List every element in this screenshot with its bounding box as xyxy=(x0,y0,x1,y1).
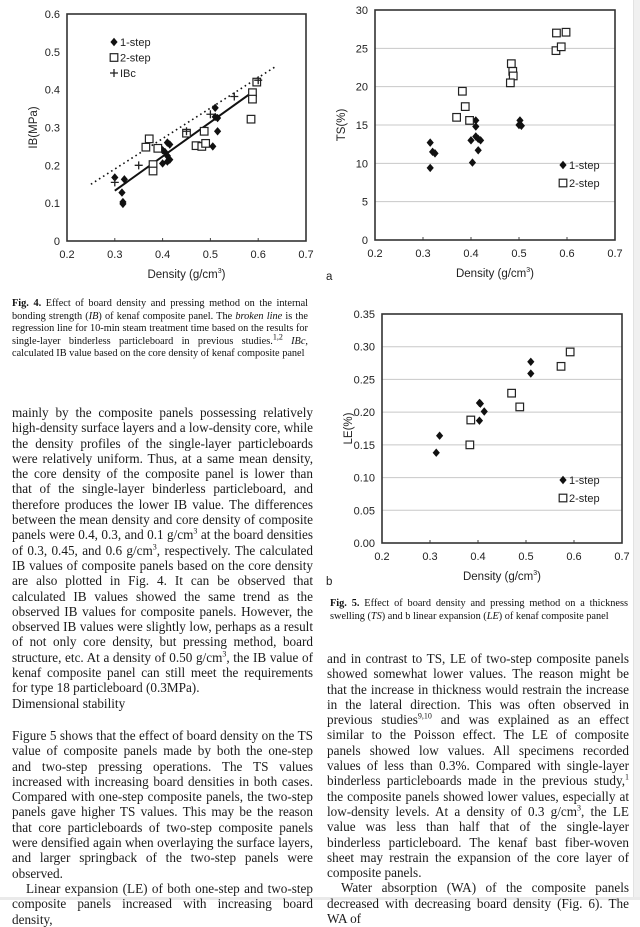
y-tick-label: 0 xyxy=(53,236,60,248)
y-tick-label: 0.35 xyxy=(353,309,375,321)
square-marker xyxy=(453,114,461,122)
diamond-marker xyxy=(559,476,566,484)
y-tick-label: 0.30 xyxy=(353,341,375,354)
square-marker xyxy=(466,441,474,449)
square-marker xyxy=(557,363,565,371)
series-1-step xyxy=(111,104,221,208)
x-tick-label: 0.5 xyxy=(511,248,527,260)
caption-text: , calculated IB value based on the core density of kenaf composite panel xyxy=(12,335,308,360)
legend-label: 1-step xyxy=(569,475,600,487)
x-tick-label: 0.4 xyxy=(470,551,486,563)
square-marker xyxy=(461,103,469,111)
diamond-marker xyxy=(212,104,219,112)
square-marker xyxy=(562,28,570,36)
superscript: 3 xyxy=(152,542,157,552)
paragraph: Water absorption (WA) of the composite panels decreased with decreasing board density (Fig. 6). The WA of xyxy=(327,880,629,927)
diamond-marker xyxy=(481,407,488,415)
x-axis-label: Density $(g/cm^3)$ xyxy=(462,570,542,583)
y-tick-label: 0.00 xyxy=(353,538,375,550)
paragraph xyxy=(327,651,629,880)
paragraph-text: and was explained as an effect similar to the Poisson effect. The LE of composite panels showed low values. All specimens recorded values of less than 0.3%. Compared with single-layer binderless particleboards made in the previous study, xyxy=(327,712,629,789)
square-marker xyxy=(466,117,474,125)
diamond-marker xyxy=(214,127,221,135)
square-marker xyxy=(142,143,150,151)
y-axis-label: LE(%) xyxy=(343,412,355,445)
y-tick-label: 20 xyxy=(355,81,368,94)
y-tick-label: 30 xyxy=(355,5,368,17)
x-tick-label: 0.4 xyxy=(154,249,171,261)
x-tick-label: 0.5 xyxy=(518,551,534,563)
x-tick-label: 0.6 xyxy=(559,248,575,260)
legend xyxy=(559,475,599,505)
square-marker xyxy=(247,115,255,123)
x-tick-label: 0.7 xyxy=(614,551,630,563)
legend-label: 1-step xyxy=(569,160,600,172)
y-tick-label: 0.20 xyxy=(353,407,375,420)
series-2-step xyxy=(453,28,570,124)
y-tick-label: 10 xyxy=(355,158,368,171)
broken-regression-line xyxy=(91,67,275,184)
x-tick-label: 0.6 xyxy=(566,551,582,563)
figure-5b-chart xyxy=(320,290,640,600)
x-tick-label: 0.2 xyxy=(59,249,75,261)
diamond-marker xyxy=(427,164,434,172)
y-tick-label: 0.2 xyxy=(44,160,60,173)
series-2-step xyxy=(142,78,260,175)
caption-text: ) and b linear expansion ( xyxy=(381,610,487,622)
square-marker xyxy=(154,145,162,153)
diamond-marker xyxy=(118,188,125,196)
right-column-body xyxy=(327,651,629,926)
caption-label: Fig. 5. xyxy=(330,598,360,609)
legend xyxy=(110,37,151,80)
x-tick-label: 0.4 xyxy=(463,248,479,260)
x-tick-label: 0.6 xyxy=(250,249,266,261)
diamond-marker xyxy=(476,416,483,424)
legend xyxy=(559,160,599,190)
legend-label: 1-step xyxy=(120,37,151,49)
caption-text: ) of kenaf composite panel xyxy=(498,610,609,622)
caption-text: Effect of board density and pressing method on a thickness swelling ( xyxy=(330,598,628,622)
square-marker xyxy=(557,43,565,51)
x-tick-label: 0.3 xyxy=(107,249,123,261)
caption-italic: IB xyxy=(88,310,99,322)
diamond-marker xyxy=(559,161,566,169)
x-tick-label: 0.7 xyxy=(607,248,623,260)
square-marker xyxy=(110,54,118,62)
caption-text: Effect of board density and pressing method on the internal bonding strength ( xyxy=(12,298,308,322)
series-2-step xyxy=(466,348,574,449)
legend-label: 2-step xyxy=(120,52,151,65)
square-marker xyxy=(508,60,516,68)
diamond-marker xyxy=(209,142,216,150)
plus-marker xyxy=(230,92,238,100)
diamond-marker xyxy=(427,138,434,146)
square-marker xyxy=(559,494,567,502)
paragraph-text: at the board densities of 0.3, 0.45, and 0.6 g/cm xyxy=(12,527,313,558)
diamond-marker xyxy=(475,146,482,154)
x-tick-label: 0.3 xyxy=(415,248,431,260)
superscript: 9,10 xyxy=(417,711,432,721)
y-tick-label: 0.15 xyxy=(353,439,375,452)
y-tick-label: 0 xyxy=(361,235,368,247)
x-tick-label: 0.2 xyxy=(374,551,390,563)
square-marker xyxy=(202,140,210,148)
y-tick-label: 0.1 xyxy=(44,198,60,211)
y-tick-label: 0.05 xyxy=(353,505,375,518)
figure-4-chart xyxy=(0,0,320,290)
plus-marker xyxy=(110,69,118,77)
diamond-marker xyxy=(469,158,476,166)
y-tick-label: 0.10 xyxy=(353,472,375,485)
square-marker xyxy=(249,95,257,103)
paragraph: Figure 5 shows that the effect of board density on the TS value of composite panels made by both the one-step and two-step pressing operations. The TS values increased with increasing board densities in both cases. Compared with one-step composite panels, the two-step panels gave higher TS values. This may be the reason that core particleboards of two-step composite panels were densified again when overlaying the surface layers, and larger springback of the two-step panels were observed. xyxy=(12,728,313,881)
series-ibc xyxy=(111,76,262,186)
superscript: 3 xyxy=(193,526,198,536)
paragraph-text: , the LE value was less than half that of the single-layer binderless particleboard. The kenaf bast fiber-woven sheet may restrain the expansion of the core layer of composite panels. xyxy=(327,803,629,881)
y-tick-label: 0.5 xyxy=(44,46,60,59)
superscript: 1 xyxy=(625,772,629,782)
y-tick-label: 0.6 xyxy=(44,9,60,21)
figure-5a-chart xyxy=(320,0,640,290)
paragraph-text: , the IB value of kenaf composite panel can still meet the requirements for type 18 particleboard (0.3MPa). xyxy=(12,649,313,696)
paragraph-text: the composite panels showed lower values, especially at low-density levels. At a density of 0.3 g/cm xyxy=(327,788,629,819)
square-marker xyxy=(459,87,467,95)
caption-label: Fig. 4. xyxy=(12,298,42,309)
paragraph-text: and in contrast to TS, LE of two-step composite panels showed somewhat lower values. The reason might be that the increase in thickness would restrain the increase in the lateral direction. This was often observed in previous studies xyxy=(327,651,629,728)
superscript: 3 xyxy=(577,803,582,813)
plot-frame xyxy=(382,314,622,543)
paragraph xyxy=(12,405,313,696)
regression-line xyxy=(115,90,256,191)
citation-superscript: 1,2 xyxy=(272,332,283,342)
superscript: 3 xyxy=(222,649,227,659)
caption-text: is the regression line for 10-min steam treatment time based on the results for single-layer binderless particleboard in previous studies. xyxy=(12,310,308,347)
figure-5-caption xyxy=(330,598,628,623)
caption-italic: broken line xyxy=(235,310,283,322)
y-tick-label: 5 xyxy=(361,196,368,209)
square-marker xyxy=(467,416,475,424)
y-tick-label: 0.4 xyxy=(44,84,60,97)
x-tick-label: 0.5 xyxy=(202,249,219,261)
diamond-marker xyxy=(433,449,440,457)
diamond-marker xyxy=(527,358,534,366)
paragraph: Linear expansion (LE) of both one-step and two-step composite panels increased with increasing board density, xyxy=(12,880,313,927)
x-axis-label: Density $(g/cm^3)$ xyxy=(455,267,535,280)
square-marker xyxy=(516,403,524,411)
diamond-marker xyxy=(436,431,443,439)
caption-text: ) of kenaf composite panel. The xyxy=(98,310,236,322)
y-tick-label: 0.3 xyxy=(44,122,60,135)
y-tick-label: 25 xyxy=(355,43,368,56)
square-marker xyxy=(507,79,515,87)
square-marker xyxy=(253,78,261,86)
plus-marker xyxy=(135,161,143,169)
legend-label: 2-step xyxy=(569,178,600,190)
figure-4-caption xyxy=(12,298,308,361)
diamond-marker xyxy=(527,369,534,377)
legend-label: 2-step xyxy=(569,493,600,505)
x-tick-label: 0.7 xyxy=(298,249,314,261)
diamond-marker xyxy=(110,38,117,46)
y-tick-label: 15 xyxy=(355,120,368,132)
square-marker xyxy=(559,179,567,187)
caption-italic: LE xyxy=(486,610,499,622)
x-tick-label: 0.2 xyxy=(367,248,383,260)
y-tick-label: 0.25 xyxy=(353,374,375,387)
square-marker xyxy=(200,127,208,135)
square-marker xyxy=(553,29,561,37)
left-column-body xyxy=(12,405,313,696)
square-marker xyxy=(149,167,157,175)
paragraph-text: mainly by the composite panels possessing relatively high-density surface layers and a low-density core, while the density profiles of the single-layer particleboards were relatively uniform. Thus, at a same mean density, the core density of the composite panel is lower than that of the single-layer binderless particleboard, and therefore produces the lower IB value. The differences between the mean density and core density of composite panels were 0.4, 0.3, and 0.1 g/cm xyxy=(12,405,314,543)
caption-italic: IBc xyxy=(282,335,306,347)
section-heading: Dimensional stability xyxy=(12,696,126,711)
legend-label: IBc xyxy=(120,68,136,80)
x-axis-label: Density $(g/cm^3)$ xyxy=(147,268,226,281)
y-axis-label: TS(%) xyxy=(336,108,348,142)
panel-label: b xyxy=(326,576,333,588)
plus-marker xyxy=(111,178,119,186)
square-marker xyxy=(566,348,574,356)
y-axis-label: IB(MPa) xyxy=(28,106,40,149)
panel-label: a xyxy=(326,271,333,283)
caption-italic: TS xyxy=(370,610,382,622)
paragraph-text: , respectively. The calculated IB values of composite panels based on the core density are also plotted in Fig. 4. It can be observed that calculated IB values showed the same trend as the observed IB values for composite panels. However, the observed IB values were slightly low, perhaps as a result of not only core density, but pressing method, board structure, etc. At a density of 0.50 g/cm xyxy=(12,542,314,665)
x-tick-label: 0.3 xyxy=(422,551,438,563)
left-column-body-2 xyxy=(12,728,313,927)
square-marker xyxy=(145,135,153,143)
square-marker xyxy=(508,389,516,397)
